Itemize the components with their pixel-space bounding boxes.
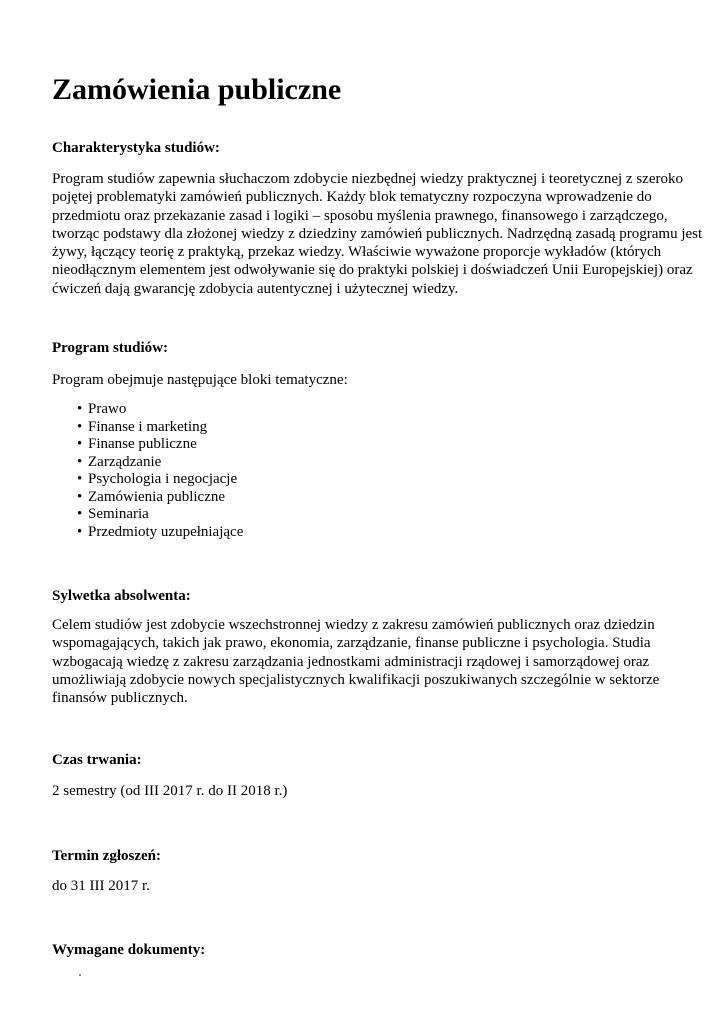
list-item-label: Finanse publiczne [88, 436, 197, 452]
program-intro [52, 371, 672, 389]
bullet-icon: • [77, 523, 83, 540]
paragraph-line: Celem studiów jest zdobycie wszechstronnej wiedzy z zakresu zamówień publicznych oraz dziedzin [52, 617, 655, 633]
section-heading-czas: Czas trwania: [52, 752, 142, 768]
list-item [52, 419, 243, 437]
list-item-label: Zarządzanie [88, 453, 162, 470]
section-heading-sylwetka: Sylwetka absolwenta: [52, 588, 191, 604]
paragraph-line: pojętej problematyki zamówień publicznych. Każdy blok tematyczny rozpoczyna wprowadzenie do [52, 189, 652, 206]
paragraph-line: wzbogacają wiedzę z zakresu zarządzania jednostkami administracji rządowej i samorządowej oraz [52, 653, 650, 670]
program-topic-list [52, 401, 243, 541]
list-item-label: Seminaria [88, 506, 149, 522]
program-intro-text: Program obejmuje następujące bloki tematyczne: [52, 372, 348, 388]
paragraph-line: umożliwiają zdobycie nowych specjalistycznych kwalifikacji poszukiwanych szczególnie w sektorze [52, 671, 660, 688]
section-heading-dokumenty: Wymagane dokumenty: [52, 942, 206, 958]
list-item [52, 489, 243, 507]
list-item [52, 506, 243, 524]
bullet-icon: • [77, 418, 83, 435]
bullet-icon: • [77, 453, 83, 470]
list-item [52, 401, 243, 419]
list-item-label: Finanse i marketing [88, 418, 208, 435]
paragraph-line: tworząc podstawy dla złożonej wiedzy z dziedziny zamówień publicznych. Nadrzędną zasadą programu jest [52, 225, 703, 242]
section-heading-termin: Termin zgłoszeń: [52, 848, 162, 864]
bullet-icon: • [77, 436, 83, 452]
bullet-icon: • [77, 471, 83, 487]
list-item [52, 471, 243, 489]
section-heading-program: Program studiów: [52, 340, 168, 356]
sylwetka-paragraph [52, 616, 672, 707]
list-item-label: Prawo [88, 401, 127, 417]
paragraph-line: ćwiczeń dają gwarancję zdobycia autentycznej i użytecznej wiedzy. [52, 280, 459, 297]
section-heading-charakterystyka: Charakterystyka studiów: [52, 140, 220, 156]
list-item [52, 454, 243, 472]
bullet-icon: • [77, 401, 83, 417]
bullet-icon: • [77, 506, 83, 522]
bullet-icon: • [77, 488, 83, 505]
paragraph-line: finansów publicznych. [52, 690, 188, 707]
scan-speck [79, 974, 81, 976]
list-item-label: Psychologia i negocjacje [88, 471, 238, 487]
charakterystyka-paragraph [52, 170, 703, 298]
termin-text [52, 877, 672, 895]
paragraph-line: żywy, łączący teorię z praktyką, przekaz wiedzy. Właściwie wyważone proporcje wykładów (których [52, 244, 662, 261]
list-item-label: Zamówienia publiczne [88, 488, 226, 505]
czas-value: 2 semestry (od III 2017 r. do II 2018 r.) [52, 783, 288, 799]
paragraph-line: Program studiów zapewnia słuchaczom zdobycie niezbędnej wiedzy praktycznej i teoretycznej z szeroko [52, 171, 683, 187]
paragraph-line: przedmiotu oraz przekazanie zasad i logiki – sposobu myślenia prawnego, finansowego i zarządczego, [52, 207, 668, 224]
list-item [52, 436, 243, 454]
list-item [52, 524, 243, 542]
page-title: Zamówienia publiczne [52, 73, 342, 106]
paragraph-line: wspomagających, takich jak prawo, ekonomia, zarządzanie, finanse publiczne i psychologia. Studia [52, 635, 651, 652]
list-item-label: Przedmioty uzupełniające [88, 523, 244, 540]
czas-text [52, 782, 672, 800]
paragraph-line: nieodłącznym elementem jest odwoływanie się do praktyki polskiej i doświadczeń Unii Europejskiej) oraz [52, 262, 693, 279]
termin-value: do 31 III 2017 r. [52, 878, 150, 894]
